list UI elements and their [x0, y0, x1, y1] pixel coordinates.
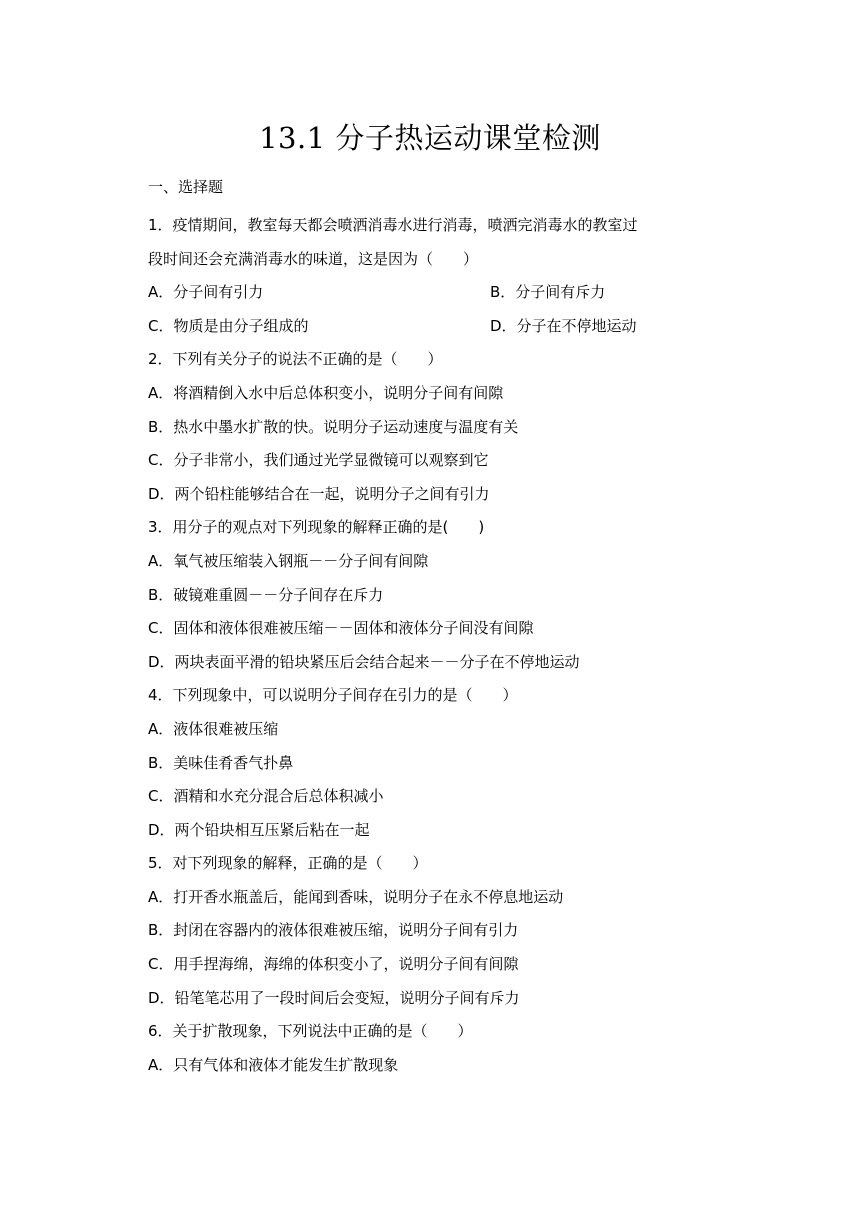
option-row [148, 310, 728, 344]
option-b: B．破镜难重圆－－分子间存在斥力 [148, 585, 384, 604]
question-1 [148, 209, 728, 343]
question-stem-line: 2．下列有关分子的说法不正确的是（ ） [148, 350, 443, 369]
option-d: D．铅笔笔芯用了一段时间后会变短，说明分子间有斥力 [148, 988, 520, 1007]
option-b: B．封闭在容器内的液体很难被压缩，说明分子间有引力 [148, 921, 519, 940]
option-c: C．用手捏海绵，海绵的体积变小了，说明分子间有间隙 [148, 955, 519, 974]
question-stem-line: 4．下列现象中，可以说明分子间存在引力的是（ ） [148, 686, 518, 705]
section-heading: 一、选择题 [148, 178, 224, 196]
option-a: A．分子间有引力 [148, 283, 264, 302]
question-2 [148, 343, 728, 511]
option-c: C．酒精和水充分混合后总体积减小 [148, 787, 384, 806]
option-c: C．物质是由分子组成的 [148, 316, 309, 335]
option-a: A．打开香水瓶盖后，能闻到香味，说明分子在永不停息地运动 [148, 887, 564, 906]
question-stem-line: 6．关于扩散现象，下列说法中正确的是（ ） [148, 1022, 473, 1041]
option-d: D．两个铅柱能够结合在一起，说明分子之间有引力 [148, 484, 490, 503]
option-a: A．将酒精倒入水中后总体积变小，说明分子间有间隙 [148, 383, 504, 402]
option-d: D．两个铅块相互压紧后粘在一起 [148, 820, 370, 839]
question-stem-line: 5．对下列现象的解释，正确的是（ ） [148, 854, 428, 873]
option-d: D．分子在不停地运动 [490, 316, 637, 335]
question-4 [148, 679, 728, 847]
option-a: A．只有气体和液体才能发生扩散现象 [148, 1055, 399, 1074]
option-c: C．分子非常小，我们通过光学显微镜可以观察到它 [148, 451, 489, 470]
option-d: D．两块表面平滑的铅块紧压后会结合起来－－分子在不停地运动 [148, 652, 580, 671]
question-list [148, 209, 728, 1082]
question-6 [148, 1015, 728, 1082]
option-b: B．美味佳肴香气扑鼻 [148, 753, 294, 772]
option-c: C．固体和液体很难被压缩－－固体和液体分子间没有间隙 [148, 619, 534, 638]
option-b: B．分子间有斥力 [490, 283, 606, 302]
question-stem-line: 3．用分子的观点对下列现象的解释正确的是( ) [148, 518, 485, 537]
question-stem-line: 段时间还会充满消毒水的味道，这是因为（ ） [148, 249, 479, 268]
page-title: 13.1 分子热运动课堂检测 [259, 121, 601, 155]
option-row [148, 276, 728, 310]
question-5 [148, 847, 728, 1015]
option-a: A．液体很难被压缩 [148, 719, 279, 738]
option-b: B．热水中墨水扩散的快。说明分子运动速度与温度有关 [148, 417, 519, 436]
question-stem-line: 1．疫情期间，教室每天都会喷洒消毒水进行消毒，喷洒完消毒水的教室过 [148, 216, 638, 234]
option-a: A．氧气被压缩装入钢瓶－－分子间有间隙 [148, 551, 429, 570]
question-3 [148, 511, 728, 679]
